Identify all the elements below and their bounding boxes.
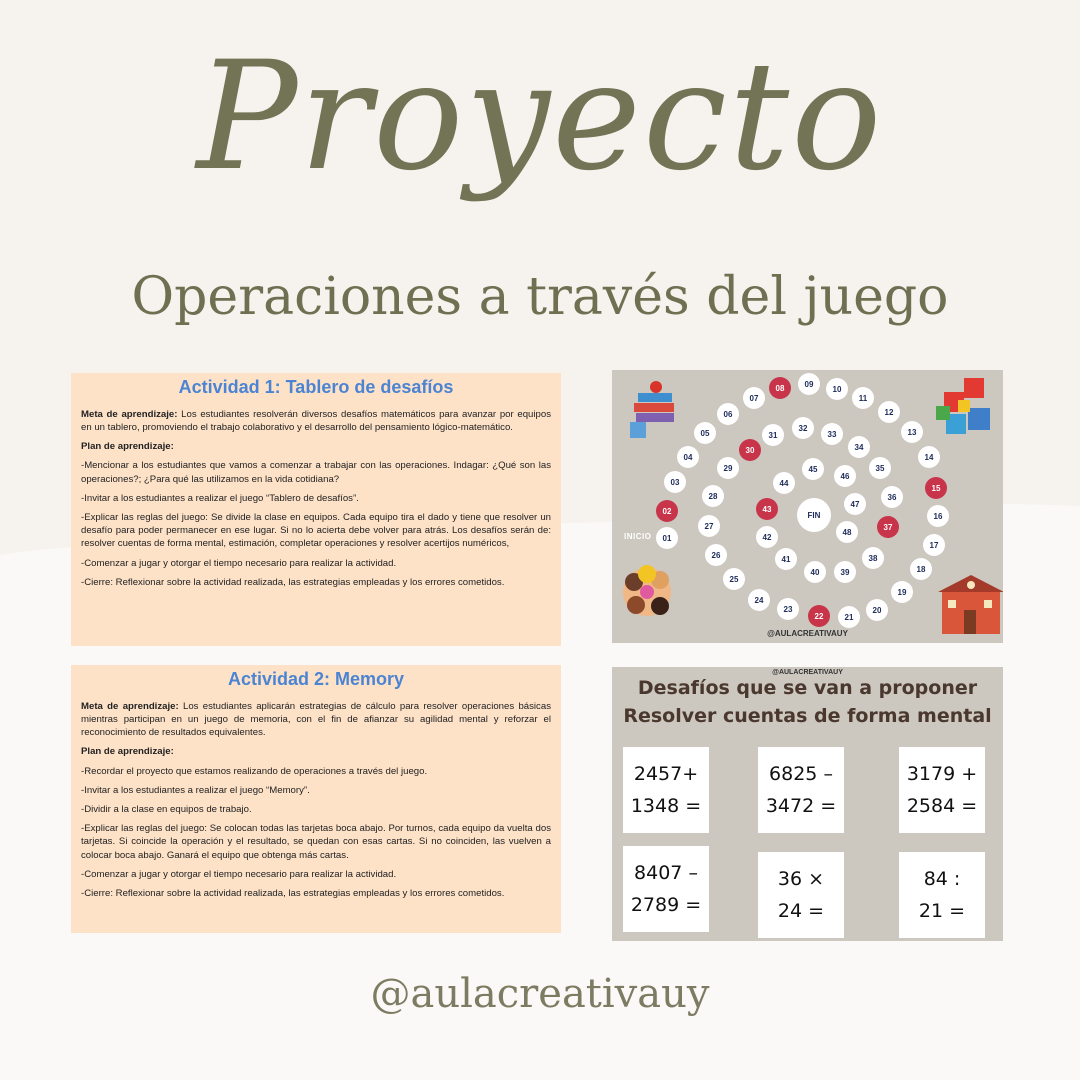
board-cell-number: 44 [779, 479, 789, 488]
board-cell-number: 01 [662, 534, 672, 543]
activity-2-document [71, 665, 561, 933]
challenge-line: 3179 + [906, 763, 978, 785]
board-cell-number: 45 [808, 465, 818, 474]
board-cell-number: 23 [783, 605, 793, 614]
board-cell-number: 46 [840, 472, 850, 481]
board-cell-number: 19 [897, 588, 907, 597]
activity-2-step: -Comenzar a jugar y otorgar el tiempo necesario para realizar la actividad. [81, 868, 397, 880]
board-cell-number: 15 [931, 484, 941, 493]
activity-1-step: -Comenzar a jugar y otorgar el tiempo necesario para realizar la actividad. [81, 557, 397, 569]
board-cell-number: 05 [700, 429, 710, 438]
challenge-line: 2789 = [630, 894, 702, 916]
board-cell-number: 16 [933, 512, 943, 521]
board-cell-number: 29 [723, 464, 733, 473]
challenge-line: 6825 – [769, 763, 833, 785]
activity-1-goal-text: Los estudiantes resolverán diversos desafíos matemáticos para avanzar por equipos en un tablero, promoviendo el trabajo colaborativo y el desarrollo del pensamiento lógico-matemático. [81, 408, 551, 433]
board-cell-number: 13 [907, 428, 917, 437]
activity-1-goal [81, 408, 551, 434]
board-cell-number: 24 [754, 596, 764, 605]
challenges-title: Desafíos que se van a proponer [637, 677, 978, 699]
board-cell-number: 47 [850, 500, 860, 509]
board-cell-number: 26 [711, 551, 721, 560]
activity-2-title: Actividad 2: Memory [227, 669, 405, 689]
activity-2-step: -Cierre: Reflexionar sobre la actividad realizada, las estrategias empleadas y los errores cometidos. [81, 887, 505, 899]
board-cell-number: 10 [832, 385, 842, 394]
board-cell-number: 22 [814, 612, 824, 621]
challenge-line: 3472 = [765, 795, 837, 817]
board-cell-number: 36 [887, 493, 897, 502]
challenge-line: 2584 = [906, 795, 978, 817]
challenges-handle: @AULACREATIVAUY [772, 669, 843, 676]
board-cell-number: 40 [810, 568, 820, 577]
board-cell-number: 14 [924, 453, 934, 462]
activity-1-plan-heading: Plan de aprendizaje: [81, 441, 174, 453]
challenges-subtitle: Resolver cuentas de forma mental [623, 705, 992, 727]
challenge-card [899, 747, 985, 833]
challenge-card [899, 852, 985, 938]
challenge-card [623, 747, 709, 833]
board-cell-number: 03 [670, 478, 680, 487]
board-cell-number: 12 [884, 408, 894, 417]
footer-handle: @aulacreativauy [370, 971, 710, 1017]
activity-1-title: Actividad 1: Tablero de desafíos [178, 377, 454, 397]
activity-2-step: -Explicar las reglas del juego: Se colocan todas las tarjetas boca abajo. Por turnos, cada equipo da vuelta dos tarjetas. Si coincide la operación y el resultado, se quedan con esas cartas. Si no coinciden, las vuelven a colocar boca abajo. Ganará el equipo que obtenga más cartas. [81, 823, 551, 861]
board-cell-number: 11 [858, 394, 868, 403]
start-label: INICIO [624, 532, 652, 541]
board-cell-number: 18 [916, 565, 926, 574]
board-cell-number: 30 [745, 446, 755, 455]
challenge-line: 24 = [777, 900, 825, 922]
activity-1-step: -Mencionar a los estudiantes que vamos a comenzar a trabajar con las operaciones. Indagar: ¿Qué son las operaciones?; ¿Para qué las utilizamos en la vida cotidiana? [81, 460, 551, 485]
activity-2-goal-label: Meta de aprendizaje: [81, 700, 179, 712]
board-cell-number: 28 [708, 492, 718, 501]
board-cell-number: 08 [775, 384, 785, 393]
activity-2-goal [81, 700, 551, 740]
board-cell-number: 25 [729, 575, 739, 584]
challenges-image [612, 667, 1003, 941]
finish-label: FIN [807, 511, 821, 520]
board-cell-number: 20 [872, 606, 882, 615]
activity-2-step: -Recordar el proyecto que estamos realizando de operaciones a través del juego. [81, 765, 428, 777]
activity-2-plan-label [81, 745, 551, 758]
activity-1-step: -Invitar a los estudiantes a realizar el juego “Tablero de desafíos”. [81, 492, 359, 504]
activity-2-step: -Dividir a la clase en equipos de trabajo. [81, 803, 252, 815]
page-title: Proyecto [196, 30, 884, 204]
board-cell-number: 21 [844, 613, 854, 622]
puzzle-icon [936, 378, 990, 434]
activity-2-plan-heading: Plan de aprendizaje: [81, 746, 174, 758]
board-cell-number: 17 [929, 541, 939, 550]
challenge-card [623, 846, 709, 932]
board-cell-number: 04 [683, 453, 693, 462]
board-cell-number: 31 [768, 431, 778, 440]
board-game-image [612, 370, 1003, 643]
board-cell-number: 41 [781, 555, 791, 564]
activity-1-step: -Explicar las reglas del juego: Se divide la clase en equipos. Cada equipo tira el dado y tiene que resolver un desafío para poder permanecer en ese lugar. Si no lo acierta debe volver para atrás. Los desafíos serán de: resolver cuentas de forma mental, estimación, completar operaciones y resolver acertijos numéricos, [81, 511, 551, 550]
board-cell-number: 27 [704, 522, 714, 531]
board-cell-number: 02 [662, 507, 672, 516]
board-cell-number: 09 [804, 380, 814, 389]
challenge-line: 8407 – [634, 862, 698, 884]
board-cell-number: 34 [854, 443, 864, 452]
school-icon [938, 575, 1003, 634]
activity-1-step: -Cierre: Reflexionar sobre la actividad realizada, las estrategias empleadas y los errores cometidos. [81, 576, 505, 588]
activity-1-goal-label: Meta de aprendizaje: [81, 408, 178, 420]
board-cell-number: 32 [798, 424, 808, 433]
books-icon [630, 381, 674, 438]
board-handle: @AULACREATIVAUY [767, 629, 848, 638]
challenge-card [758, 747, 844, 833]
challenge-line: 2457+ [633, 763, 699, 785]
board-cell-number: 35 [875, 464, 885, 473]
board-cell-number: 48 [842, 528, 852, 537]
page-subtitle: Operaciones a través del juego [131, 267, 949, 327]
board-cell-number: 06 [723, 410, 733, 419]
board-cell-number: 07 [749, 394, 759, 403]
challenge-line: 36 × [777, 868, 825, 890]
challenge-line: 1348 = [630, 795, 702, 817]
board-cells [656, 373, 949, 628]
board-cell-number: 43 [762, 505, 772, 514]
activity-2-step: -Invitar a los estudiantes a realizar el juego “Memory”. [81, 784, 310, 796]
board-cell-number: 37 [883, 523, 893, 532]
board-cell-number: 42 [762, 533, 772, 542]
challenge-line: 21 = [918, 900, 966, 922]
board-game-svg [612, 370, 1003, 643]
activity-1-document [71, 373, 561, 646]
challenge-card [758, 852, 844, 938]
board-cell-number: 39 [840, 568, 850, 577]
activity-2-goal-text: Los estudiantes aplicarán estrategias de cálculo para resolver operaciones básicas mientras participan en un juego de memoria, con el fin de afianzar su agilidad mental y reforzar el reconocimiento de resultados equivalentes. [81, 700, 551, 739]
board-cell-number: 33 [827, 430, 837, 439]
board-cell-number: 38 [868, 554, 878, 563]
challenge-line: 84 : [923, 868, 961, 890]
children-icon [623, 565, 671, 616]
activity-1-plan-label [81, 440, 551, 453]
